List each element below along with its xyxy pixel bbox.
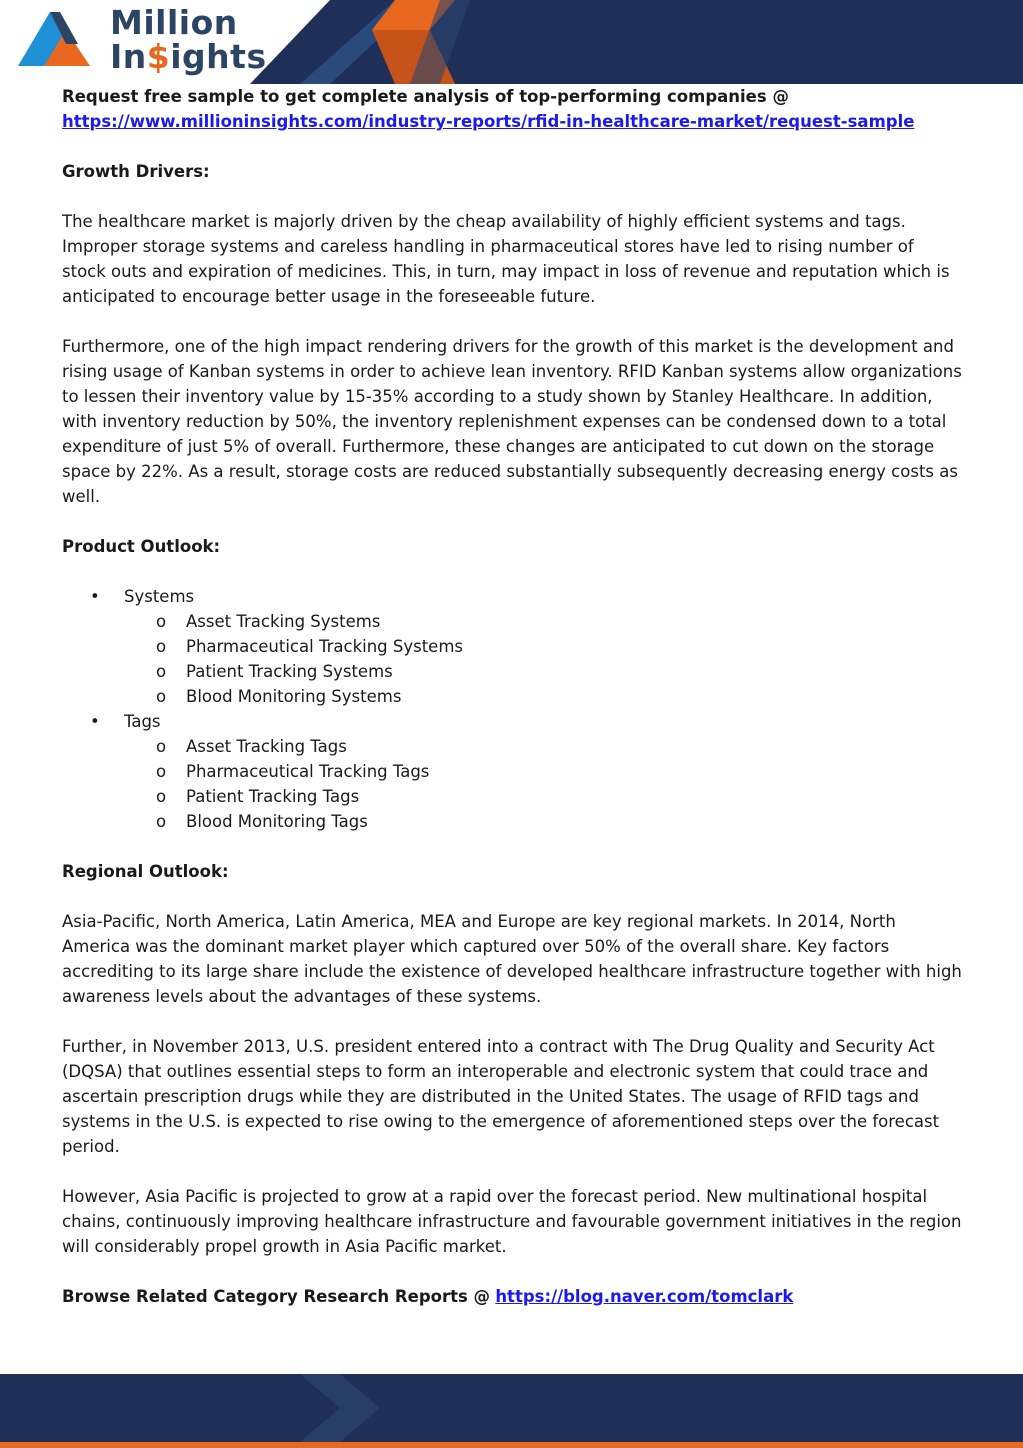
- bullet-icon: •: [90, 587, 100, 606]
- regional-paragraph-1: Asia-Pacific, North America, Latin America, MEA and Europe are key regional markets. In 2014, North America was the dominant market player which captured over 50% of the overall share. Key factors accrediting to its large share include the existence of developed healthcare infrastructure together with high awareness levels about the advantages of these systems.: [62, 912, 962, 1006]
- footer-banner: [0, 1374, 1023, 1448]
- regional-paragraph-2: Further, in November 2013, U.S. president entered into a contract with The Drug Quality and Security Act (DQSA) that outlines essential steps to form an interoperable and electronic system that could trace and ascertain prescription drugs while they are distributed in the United States. The usage of RFID tags and systems in the U.S. is expected to rise owing to the emergence of aforementioned steps over the forecast period.: [62, 1037, 940, 1156]
- list-item: [124, 634, 962, 659]
- logo-line1: Million: [110, 3, 238, 42]
- logo-line2: [110, 37, 267, 76]
- product-list: [62, 584, 962, 834]
- list-item: [62, 584, 962, 709]
- logo-wordmark: [110, 3, 267, 76]
- browse-paragraph: [62, 1284, 962, 1309]
- growth-paragraph-2: Furthermore, one of the high impact rendering drivers for the growth of this market is the development and rising usage of Kanban systems in order to achieve lean inventory. RFID Kanban systems allow organizations to lessen their inventory value by 15-35% according to a study shown by Stanley Healthcare. In addition, with inventory reduction by 50%, the inventory replenishment expenses can be condensed down to a total expenditure of just 5% of overall. Furthermore, these changes are anticipated to cut down on the storage space by 22%. As a result, storage costs are reduced substantially subsequently decreasing energy costs as well.: [62, 337, 962, 506]
- list-item-label: Pharmaceutical Tracking Systems: [186, 637, 464, 656]
- logo-in: In: [110, 37, 147, 76]
- growth-paragraph-1: The healthcare market is majorly driven by the cheap availability of highly efficient systems and tags. Improper storage systems and careless handling in pharmaceutical stores have led to rising number of stock outs and expiration of medicines. This, in turn, may impact in loss of revenue and reputation which is anticipated to encourage better usage in the foreseeable future.: [62, 212, 950, 306]
- regional-paragraph-3: However, Asia Pacific is projected to grow at a rapid over the forecast period. New multinational hospital chains, continuously improving healthcare infrastructure and favourable government initiatives in the region will considerably propel growth in Asia Pacific market.: [62, 1187, 962, 1256]
- footer-graphic: [0, 1374, 1023, 1448]
- list-item-label: Patient Tracking Tags: [186, 787, 360, 806]
- sub-bullet-icon: o: [156, 762, 167, 781]
- intro-text: Request free sample to get complete analysis of top-performing companies @: [62, 87, 789, 106]
- list-item: [124, 609, 962, 634]
- sub-bullet-icon: o: [156, 662, 167, 681]
- sub-bullet-icon: o: [156, 812, 167, 831]
- header-banner: [0, 0, 1023, 84]
- list-item: [124, 784, 962, 809]
- logo-mountain-icon: [0, 0, 110, 84]
- bullet-icon: •: [90, 712, 100, 731]
- sub-bullet-icon: o: [156, 612, 167, 631]
- intro-paragraph: [62, 84, 962, 134]
- list-item-label: Blood Monitoring Systems: [186, 687, 402, 706]
- list-item-label: Patient Tracking Systems: [186, 662, 393, 681]
- list-item-label: Blood Monitoring Tags: [186, 812, 368, 831]
- list-item: [124, 759, 962, 784]
- list-item: [124, 684, 962, 709]
- list-item: [124, 659, 962, 684]
- list-item-label: Asset Tracking Tags: [186, 737, 347, 756]
- list-item: [124, 809, 962, 834]
- list-item-label: Pharmaceutical Tracking Tags: [186, 762, 430, 781]
- browse-reports-link[interactable]: https://blog.naver.com/tomclark: [495, 1287, 794, 1306]
- browse-text: Browse Related Category Research Reports @: [62, 1287, 491, 1306]
- logo-dollar: $: [146, 37, 171, 76]
- million-insights-logo: [0, 0, 267, 84]
- sub-bullet-icon: o: [156, 737, 167, 756]
- list-item-label: Asset Tracking Systems: [186, 612, 381, 631]
- list-item-label: Systems: [124, 587, 195, 606]
- sub-bullet-icon: o: [156, 787, 167, 806]
- logo-ights: ights: [170, 37, 267, 76]
- product-heading: Product Outlook:: [62, 537, 221, 556]
- sub-bullet-icon: o: [156, 687, 167, 706]
- growth-heading: Growth Drivers:: [62, 162, 210, 181]
- list-item: [62, 709, 962, 834]
- sub-list: [124, 609, 962, 709]
- list-item-label: Tags: [124, 712, 161, 731]
- sub-list: [124, 734, 962, 834]
- list-item: [124, 734, 962, 759]
- sub-bullet-icon: o: [156, 637, 167, 656]
- regional-heading: Regional Outlook:: [62, 862, 229, 881]
- request-sample-link[interactable]: https://www.millioninsights.com/industry-reports/rfid-in-healthcare-market/request-sample: [62, 112, 915, 131]
- document-body: [62, 84, 962, 1334]
